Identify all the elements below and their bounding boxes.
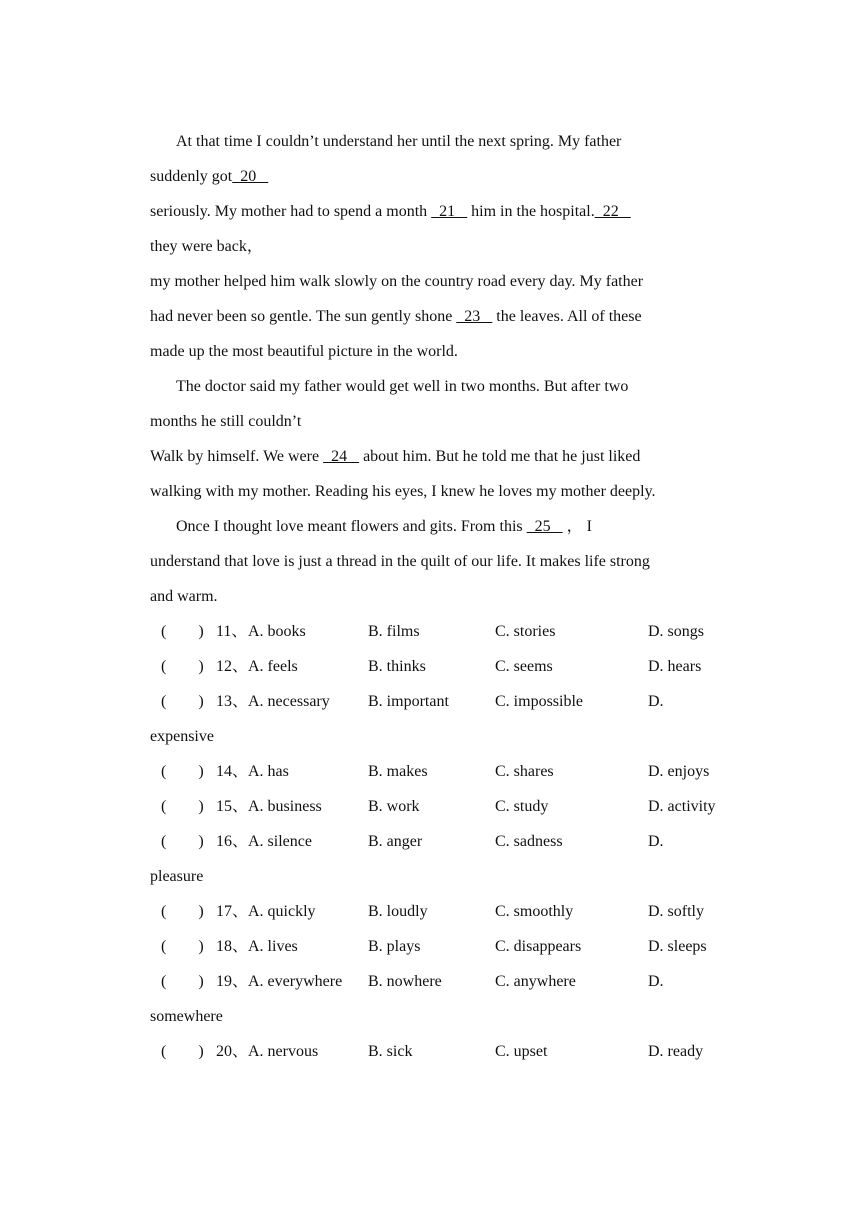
option-c: C. sadness — [495, 833, 563, 850]
option-b: B. nowhere — [368, 973, 442, 990]
option-c: C. disappears — [495, 938, 582, 955]
question-row — [150, 614, 712, 649]
text: walking with my mother. Reading his eyes, I knew he loves my mother deeply. — [150, 483, 656, 500]
option-d: D. — [648, 693, 664, 710]
question-row — [150, 824, 712, 859]
paragraph-line — [150, 159, 712, 194]
text: made up the most beautiful picture in the world. — [150, 343, 458, 360]
option-b: B. anger — [368, 833, 423, 850]
paragraph-line — [150, 439, 712, 474]
answer-bracket[interactable]: ( ) — [161, 623, 204, 640]
question-row — [150, 894, 712, 929]
question-row — [150, 964, 712, 999]
option-c: C. study — [495, 798, 549, 815]
option-d-continued: pleasure — [150, 868, 204, 885]
text: about him. But he told me that he just liked — [359, 448, 641, 465]
option-b: B. thinks — [368, 658, 426, 675]
option-a: A. silence — [248, 833, 312, 850]
text: and warm. — [150, 588, 218, 605]
option-c: C. anywhere — [495, 973, 576, 990]
option-a: A. business — [248, 798, 322, 815]
answer-bracket[interactable]: ( ) — [161, 763, 204, 780]
option-c: C. seems — [495, 658, 553, 675]
paragraph-line — [150, 579, 712, 614]
text: ， I — [562, 518, 592, 535]
paragraph-line — [150, 264, 712, 299]
question-number: 14、 — [216, 763, 249, 780]
option-a: A. quickly — [248, 903, 316, 920]
option-d: D. sleeps — [648, 938, 707, 955]
answer-bracket[interactable]: ( ) — [161, 973, 204, 990]
option-d-continued: somewhere — [150, 1008, 223, 1025]
text: him in the hospital. — [467, 203, 595, 220]
option-b: B. important — [368, 693, 449, 710]
option-a: A. lives — [248, 938, 298, 955]
question-row — [150, 789, 716, 824]
answer-bracket[interactable]: ( ) — [161, 903, 204, 920]
option-d: D. hears — [648, 658, 702, 675]
paragraph-line — [150, 194, 712, 229]
option-c: C. impossible — [495, 693, 584, 710]
question-row — [150, 684, 712, 719]
answer-bracket[interactable]: ( ) — [161, 798, 204, 815]
option-c: C. upset — [495, 1043, 548, 1060]
question-number: 15、 — [216, 798, 249, 815]
question-number: 17、 — [216, 903, 249, 920]
blank-24[interactable]: 24 — [323, 448, 360, 465]
cloze-text — [150, 124, 716, 1069]
text: months he still couldn’t — [150, 413, 302, 430]
answer-bracket[interactable]: ( ) — [161, 1043, 204, 1060]
answer-bracket[interactable]: ( ) — [161, 833, 204, 850]
question-number: 13、 — [216, 693, 249, 710]
option-a: A. nervous — [248, 1043, 319, 1060]
paragraph-line — [150, 124, 712, 159]
answer-bracket[interactable]: ( ) — [161, 658, 204, 675]
paragraph-line — [150, 404, 712, 439]
option-b: B. makes — [368, 763, 428, 780]
text: understand that love is just a thread in the quilt of our life. It makes life strong — [150, 553, 650, 570]
answer-bracket[interactable]: ( ) — [161, 938, 204, 955]
option-a: A. everywhere — [248, 973, 343, 990]
option-a: A. has — [248, 763, 289, 780]
question-row — [150, 1034, 712, 1069]
blank-25[interactable]: 25 — [526, 518, 563, 535]
option-a: A. books — [248, 623, 306, 640]
paragraph-line — [150, 229, 712, 264]
paragraph-line — [150, 544, 712, 579]
option-b: B. plays — [368, 938, 421, 955]
option-b: B. films — [368, 623, 420, 640]
blank-21[interactable]: 21 — [431, 203, 468, 220]
blank-23[interactable]: 23 — [456, 308, 493, 325]
text: The doctor said my father would get well in two months. But after two — [176, 378, 629, 395]
text: my mother helped him walk slowly on the country road every day. My father — [150, 273, 644, 290]
paragraph-line — [150, 474, 712, 509]
blank-20[interactable]: 20 — [232, 168, 269, 185]
option-c: C. smoothly — [495, 903, 574, 920]
text: had never been so gentle. The sun gently shone — [150, 308, 457, 325]
question-number: 19、 — [216, 973, 249, 990]
question-row — [150, 929, 712, 964]
option-b: B. work — [368, 798, 420, 815]
question-number: 12、 — [216, 658, 249, 675]
option-c: C. stories — [495, 623, 556, 640]
text: Once I thought love meant flowers and gits. From this — [176, 518, 527, 535]
option-d: D. activity — [648, 798, 716, 815]
paragraph-line — [150, 509, 712, 544]
option-c: C. shares — [495, 763, 554, 780]
text: seriously. My mother had to spend a month — [150, 203, 432, 220]
option-d: D. — [648, 833, 664, 850]
question-number: 11、 — [216, 623, 248, 640]
text: suddenly got — [150, 168, 233, 185]
option-d: D. — [648, 973, 664, 990]
text: At that time I couldn’t understand her until the next spring. My father — [176, 133, 622, 150]
option-d: D. softly — [648, 903, 704, 920]
text: they were back， — [150, 238, 263, 255]
option-a: A. necessary — [248, 693, 330, 710]
paragraph-line — [150, 299, 712, 334]
option-b: B. sick — [368, 1043, 413, 1060]
answer-bracket[interactable]: ( ) — [161, 693, 204, 710]
question-number: 16、 — [216, 833, 249, 850]
paragraph-line — [150, 334, 712, 369]
blank-22[interactable]: 22 — [594, 203, 631, 220]
question-list — [150, 614, 716, 1069]
question-row — [150, 754, 712, 789]
option-b: B. loudly — [368, 903, 428, 920]
option-d: D. ready — [648, 1043, 704, 1060]
question-number: 18、 — [216, 938, 249, 955]
question-number: 20、 — [216, 1043, 249, 1060]
option-a: A. feels — [248, 658, 298, 675]
option-d: D. songs — [648, 623, 705, 640]
text: Walk by himself. We were — [150, 448, 324, 465]
option-d-continued: expensive — [150, 728, 214, 745]
text: the leaves. All of these — [492, 308, 642, 325]
option-d: D. enjoys — [648, 763, 710, 780]
paragraph-line — [150, 369, 712, 404]
question-row — [150, 649, 712, 684]
